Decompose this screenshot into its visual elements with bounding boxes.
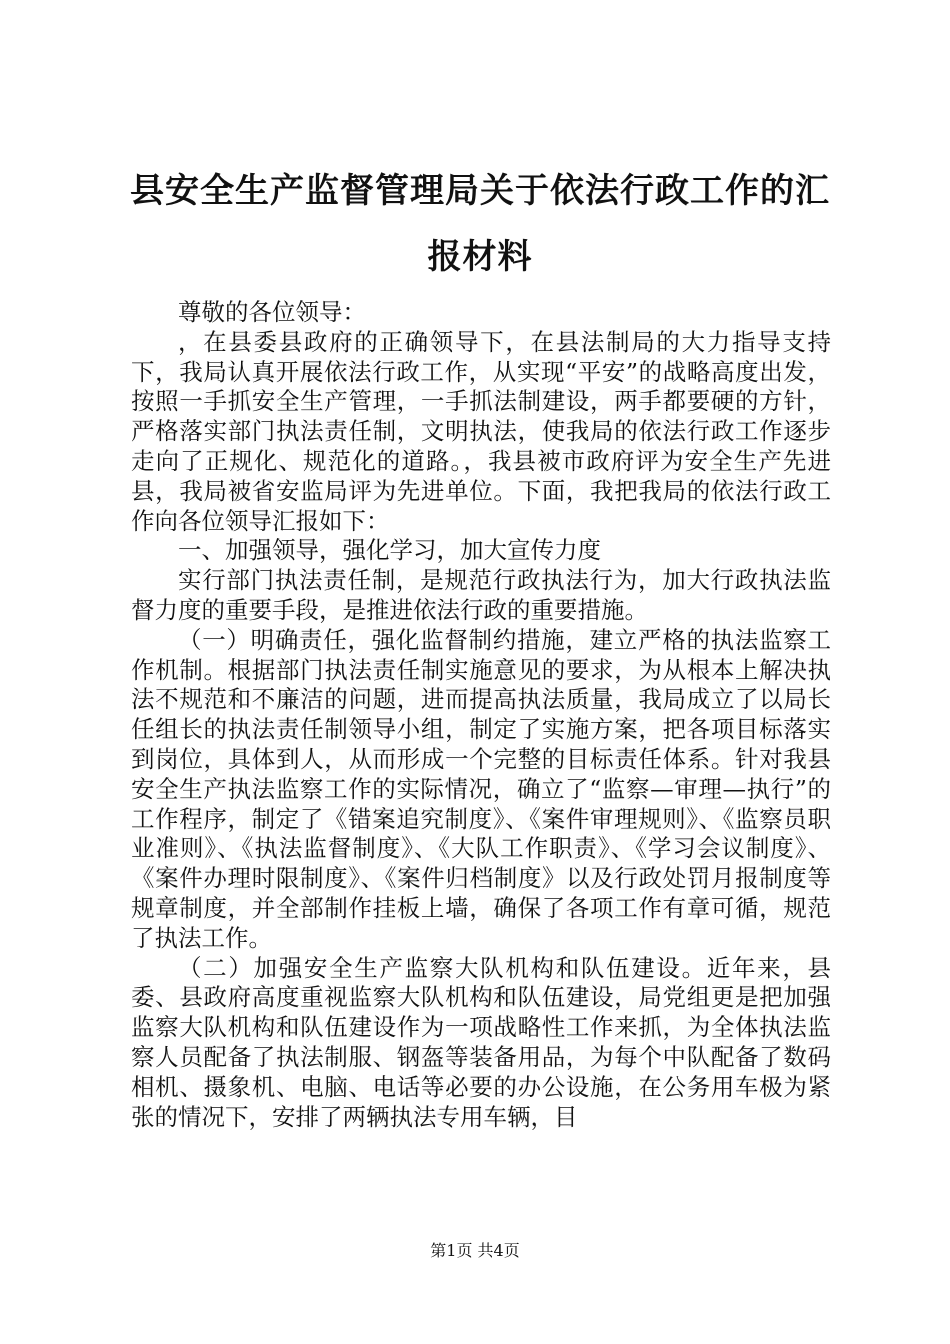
paragraph-subsection-1: （一）明确责任，强化监督制约措施，建立严格的执法监察工作机制。根据部门执法责任制实施意见的要求，为从根本上解决执法不规范和不廉洁的问题，进而提高执法质量，我局成立了以局长任组长的执法责任制领导小组，制定了实施方案，把各项目标落实到岗位，具体到人，从而形成一个完整的目标责任体系。针对我县安全生产执法监察工作的实际情况，确立了“监察—审理—执行”的工作程序，制定了《错案追究制度》、《案件审理规则》、《监察员职业准则》、《执法监督制度》、《大队工作职责》、《学习会议制度》、《案件办理时限制度》、《案件归档制度》以及行政处罚月报制度等规章制度，并全部制作挂板上墙，确保了各项工作有章可循，规范了执法工作。 <box>131 625 831 952</box>
paragraph-subsection-2: （二）加强安全生产监察大队机构和队伍建设。近年来，县委、县政府高度重视监察大队机构和队伍建设，局党组更是把加强监察大队机构和队伍建设作为一项战略性工作来抓，为全体执法监察人员配备了执法制服、钢盔等装备用品，为每个中队配备了数码相机、摄象机、电脑、电话等必要的办公设施，在公务用车极为紧张的情况下，安排了两辆执法专用车辆，目 <box>131 953 831 1131</box>
paragraph-intro: ，在县委县政府的正确领导下，在县法制局的大力指导支持下，我局认真开展依法行政工作，从实现“平安”的战略高度出发，按照一手抓安全生产管理，一手抓法制建设，两手都要硬的方针，严格落实部门执法责任制，文明执法，使我局的依法行政工作逐步走向了正规化、规范化的道路。，我县被市政府评为安全生产先进县，我局被省安监局评为先进单位。下面，我把我局的依法行政工作向各位领导汇报如下： <box>131 327 831 535</box>
document-title: 县安全生产监督管理局关于依法行政工作的汇报材料 <box>130 171 830 277</box>
section-heading-1: 一、加强领导，强化学习，加大宣传力度 <box>178 536 601 565</box>
page-footer: 第1页 共4页 <box>430 1241 520 1260</box>
salutation: 尊敬的各位领导： <box>178 298 366 326</box>
paragraph-section-1-intro: 实行部门执法责任制，是规范行政执法行为，加大行政执法监督力度的重要手段，是推进依法行政的重要措施。 <box>131 566 831 624</box>
document-body <box>131 298 831 1132</box>
